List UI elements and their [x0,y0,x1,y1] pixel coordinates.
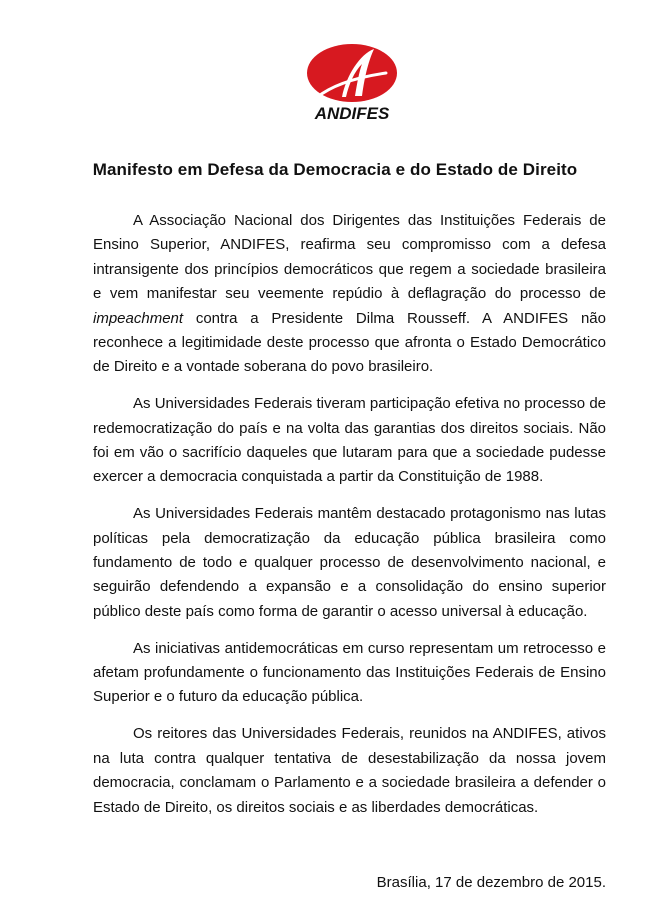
andifes-logo [302,42,402,124]
date-signoff: Brasília, 17 de dezembro de 2015. [376,874,606,891]
andifes-logo-mark [302,42,402,124]
paragraph-4: As iniciativas antidemocráticas em curso representam um retrocesso e afetam profundamente o funcionamento das Instituições Federais de Ensino Superior e o futuro da educação pública. [93,639,606,706]
impeachment-emphasis: impeachment [93,309,184,327]
paragraph-3: As Universidades Federais mantêm destacado protagonismo nas lutas políticas pela democratização da educação pública brasileira como fundamento de todo e qualquer processo de desenvolvimento nacional, e seguirão defendendo a expansão e a consolidação do ensino superior público deste país como forma de garantir o acesso universal à educação. [93,505,606,620]
paragraph-5: Os reitores das Universidades Federais, reunidos na ANDIFES, ativos na luta contra qualquer tentativa de desestabilização da nossa jovem democracia, conclamam o Parlamento e a sociedade brasileira a defender o Estado de Direito, os direitos sociais e as liberdades democráticas. [93,725,606,816]
logo-wordmark: ANDIFES [314,104,390,123]
paragraph-1 [93,209,606,380]
document-title: Manifesto em Defesa da Democracia e do Estado de Direito [92,160,578,179]
paragraph-1-part-1: A Associação Nacional dos Dirigentes das Instituições Federais de Ensino Superior, ANDIFES, reafirma seu compromisso com a defesa intransigente dos princípios democráticos que regem a sociedade brasileira e vem manifestar seu veemente repúdio à deflagração do processo de [93,212,606,303]
document-body [93,209,606,832]
paragraph-1-part-2: contra a Presidente Dilma Rousseff. A ANDIFES não reconhece a legitimidade deste processo que afronta o Estado Democrático de Direito e a vontade soberana do povo brasileiro. [93,309,606,376]
paragraph-2: As Universidades Federais tiveram participação efetiva no processo de redemocratização do país e na volta das garantias dos direitos sociais. Não foi em vão o sacrifício daqueles que lutaram para que a sociedade pudesse exercer a democracia conquistada a partir da Constituição de 1988. [93,395,606,486]
